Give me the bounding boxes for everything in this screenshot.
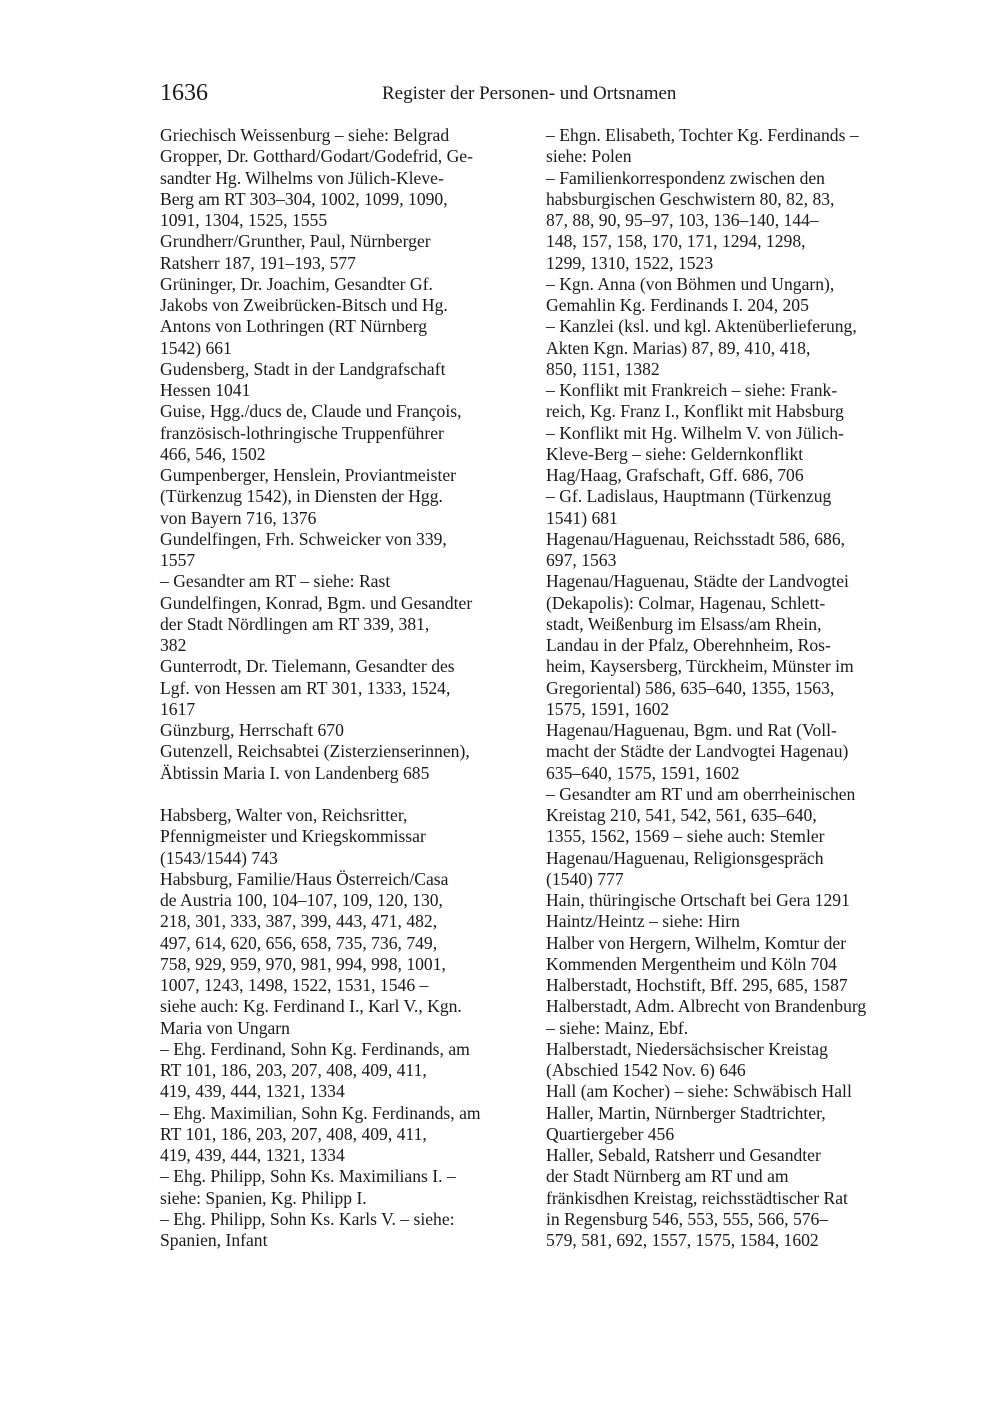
index-column-left	[160, 125, 530, 1251]
index-entry-line: Gudensberg, Stadt in der Landgrafschaft	[160, 358, 446, 379]
index-entry	[546, 529, 918, 572]
index-entry-line: Hall (am Kocher) – siehe: Schwäbisch Hall	[546, 1081, 852, 1102]
index-entry-line: 87, 88, 90, 95–97, 103, 136–140, 144–	[546, 210, 819, 230]
index-entry-line: Haller, Martin, Nürnberger Stadtrichter,	[546, 1102, 826, 1123]
index-entry-line: Gropper, Dr. Gotthard/Godart/Godefrid, Ge-	[160, 146, 473, 167]
index-entry-line: Antons von Lothringen (RT Nürnberg	[160, 316, 428, 337]
index-entry-line: 1091, 1304, 1525, 1555	[160, 210, 328, 230]
index-entry-line: – Familienkorrespondenz zwischen den	[546, 167, 825, 188]
index-entry-line: (Dekapolis): Colmar, Hagenau, Schlett-	[546, 592, 826, 613]
index-entry-line: – Kgn. Anna (von Böhmen und Ungarn),	[546, 273, 835, 294]
index-entry-line: 1541) 681	[546, 507, 618, 528]
index-entry-line: Halberstadt, Niedersächsischer Kreistag	[546, 1038, 828, 1059]
index-entry-line: – Ehg. Maximilian, Sohn Kg. Ferdinands, am	[160, 1102, 481, 1123]
index-entry	[160, 1103, 530, 1167]
index-entry	[546, 784, 918, 848]
index-entry-line: – Ehg. Ferdinand, Sohn Kg. Ferdinands, am	[160, 1038, 470, 1059]
index-entry-line: – Konflikt mit Frankreich – siehe: Frank-	[546, 380, 838, 400]
index-entry-line: Hagenau/Haguenau, Bgm. und Rat (Voll-	[546, 720, 837, 740]
index-entry	[160, 1209, 530, 1252]
index-entry-line: Hag/Haag, Grafschaft, Gff. 686, 706	[546, 465, 804, 485]
index-entry-line: Kommenden Mergentheim und Köln 704	[546, 953, 837, 974]
index-entry	[160, 401, 530, 465]
index-entry-line: Spanien, Infant	[160, 1230, 268, 1250]
index-entry	[160, 125, 530, 146]
index-entry-line: 382	[160, 635, 187, 655]
index-entry	[546, 571, 918, 720]
index-entry	[160, 869, 530, 1039]
index-entry-line: Günzburg, Herrschaft 670	[160, 720, 344, 740]
index-entry-line: Hain, thüringische Ortschaft bei Gera 1291	[546, 890, 850, 910]
index-entry-line: Jakobs von Zweibrücken-Bitsch und Hg.	[160, 295, 448, 315]
index-entry	[546, 380, 918, 423]
index-entry	[160, 720, 530, 741]
index-entry-line: – Gesandter am RT – siehe: Rast	[160, 571, 391, 592]
index-entry-line: 1542) 661	[160, 337, 232, 358]
index-entry-line: Berg am RT 303–304, 1002, 1099, 1090,	[160, 188, 448, 209]
index-entry-line: reich, Kg. Franz I., Konflikt mit Habsburg	[546, 401, 844, 422]
index-entry	[546, 720, 918, 784]
index-entry-line: Gundelfingen, Frh. Schweicker von 339,	[160, 528, 447, 549]
index-entry-line: Gemahlin Kg. Ferdinands I. 204, 205	[546, 295, 809, 315]
index-entry	[546, 848, 918, 891]
index-entry-line: Gunterrodt, Dr. Tielemann, Gesandter des	[160, 656, 455, 677]
index-column-right	[546, 125, 918, 1251]
index-entry-line: 466, 546, 1502	[160, 443, 266, 464]
index-entry-line: – siehe: Mainz, Ebf.	[546, 1017, 689, 1038]
index-entry-line: Halber von Hergern, Wilhelm, Komtur der	[546, 932, 847, 953]
index-entry-line: (Türkenzug 1542), in Diensten der Hgg.	[160, 486, 443, 507]
index-entry-line: – Gf. Ladislaus, Hauptmann (Türkenzug	[546, 486, 832, 507]
index-entry	[546, 423, 918, 466]
index-entry-line: 579, 581, 692, 1557, 1575, 1584, 1602	[546, 1230, 819, 1250]
index-entry-line: 1007, 1243, 1498, 1522, 1531, 1546 –	[160, 975, 429, 995]
index-entry-line: 497, 614, 620, 656, 658, 735, 736, 749,	[160, 932, 438, 953]
index-entry-line: Hessen 1041	[160, 380, 251, 400]
index-entry	[546, 933, 918, 976]
index-entry	[546, 486, 918, 529]
index-entry	[546, 168, 918, 274]
index-entry-line: 697, 1563	[546, 550, 617, 570]
index-entry-line: 148, 157, 158, 170, 171, 1294, 1298,	[546, 231, 806, 252]
index-entry	[546, 1145, 918, 1251]
index-entry	[160, 593, 530, 657]
index-entry-line: französisch-lothringische Truppenführer	[160, 422, 444, 443]
index-entry-line: 1617	[160, 698, 196, 719]
index-entry	[160, 529, 530, 572]
index-entry-line: Habsburg, Familie/Haus Österreich/Casa	[160, 868, 449, 889]
index-entry-line: RT 101, 186, 203, 207, 408, 409, 411,	[160, 1060, 427, 1080]
running-title: Register der Personen- und Ortsnamen	[382, 83, 677, 104]
index-entry	[160, 1166, 530, 1209]
index-entry-line: 1355, 1562, 1569 – siehe auch: Stemler	[546, 826, 825, 847]
index-entry	[160, 1039, 530, 1103]
index-entry-line: Kreistag 210, 541, 542, 561, 635–640,	[546, 805, 817, 825]
index-entry-line: Kleve-Berg – siehe: Geldernkonflikt	[546, 443, 804, 464]
index-entry-line: 218, 301, 333, 387, 399, 443, 471, 482,	[160, 911, 438, 932]
index-entry-line: Äbtissin Maria I. von Landenberg 685	[160, 762, 430, 783]
index-entry-line: 850, 1151, 1382	[546, 358, 660, 379]
index-entry	[160, 571, 530, 592]
index-entry-line: Haller, Sebald, Ratsherr und Gesandter	[546, 1145, 821, 1165]
index-entry-line: Gumpenberger, Henslein, Proviantmeister	[160, 465, 457, 485]
index-entry	[160, 741, 530, 784]
index-entry	[546, 996, 918, 1039]
index-entry-line: Griechisch Weissenburg – siehe: Belgrad	[160, 125, 450, 145]
index-entry-line: Grüninger, Dr. Joachim, Gesandter Gf.	[160, 273, 433, 294]
index-entry-line: fränkisdhen Kreistag, reichsstädtischer Rat	[546, 1187, 848, 1208]
index-entry	[546, 911, 918, 932]
index-entry-line: von Bayern 716, 1376	[160, 507, 317, 528]
index-entry-line: sandter Hg. Wilhelms von Jülich-Kleve-	[160, 167, 444, 188]
index-entry-line: heim, Kaysersberg, Türckheim, Münster im	[546, 656, 854, 677]
index-entry-line: Grundherr/Grunther, Paul, Nürnberger	[160, 231, 431, 252]
index-entry-line: der Stadt Nürnberg am RT und am	[546, 1166, 789, 1187]
index-entry-line: Gutenzell, Reichsabtei (Zisterzienserinnen),	[160, 741, 470, 762]
index-entry	[160, 656, 530, 720]
index-entry-line: RT 101, 186, 203, 207, 408, 409, 411,	[160, 1123, 427, 1144]
index-entry-line: Hagenau/Haguenau, Religionsgespräch	[546, 847, 824, 868]
index-entry-line: stadt, Weißenburg im Elsass/am Rhein,	[546, 613, 822, 634]
index-entry-line: Hagenau/Haguenau, Städte der Landvogtei	[546, 571, 849, 592]
index-entry	[546, 890, 918, 911]
index-entry-line: Hagenau/Haguenau, Reichsstadt 586, 686,	[546, 528, 846, 549]
index-entry	[546, 274, 918, 317]
page-number: 1636	[160, 80, 208, 106]
index-entry-line: 1557	[160, 550, 196, 570]
index-entry-line: 1299, 1310, 1522, 1523	[546, 252, 714, 273]
index-entry-line: de Austria 100, 104–107, 109, 120, 130,	[160, 890, 443, 910]
index-entry	[160, 274, 530, 359]
index-entry-line: – Kanzlei (ksl. und kgl. Aktenüberlieferung,	[546, 316, 857, 337]
index-entry-line: (Abschied 1542 Nov. 6) 646	[546, 1060, 746, 1080]
index-entry-line: Halberstadt, Adm. Albrecht von Brandenburg	[546, 996, 867, 1017]
index-entry-line: Halberstadt, Hochstift, Bff. 295, 685, 1587	[546, 975, 848, 995]
index-entry-line: macht der Städte der Landvogtei Hagenau)	[546, 741, 849, 762]
index-entry-line: – Ehg. Philipp, Sohn Ks. Maximilians I. –	[160, 1166, 456, 1187]
index-entry-line: 419, 439, 444, 1321, 1334	[160, 1081, 345, 1102]
index-entry-line: Gregoriental) 586, 635–640, 1355, 1563,	[546, 677, 835, 698]
index-entry-line: Lgf. von Hessen am RT 301, 1333, 1524,	[160, 677, 451, 698]
index-entry	[160, 231, 530, 274]
index-entry-line: 635–640, 1575, 1591, 1602	[546, 762, 740, 783]
index-entry-line: Guise, Hgg./ducs de, Claude und François,	[160, 401, 462, 422]
index-entry-line: Quartiergeber 456	[546, 1123, 675, 1144]
index-entry	[546, 1039, 918, 1082]
index-entry-line: – Ehgn. Elisabeth, Tochter Kg. Ferdinands –	[546, 125, 859, 145]
index-entry-line: 758, 929, 959, 970, 981, 994, 998, 1001,	[160, 953, 446, 974]
index-entry-line: Maria von Ungarn	[160, 1017, 290, 1038]
index-entry	[546, 125, 918, 168]
index-entry	[160, 465, 530, 529]
index-entry-line: Pfennigmeister und Kriegskommissar	[160, 826, 426, 847]
index-entry-line: siehe: Polen	[546, 146, 632, 167]
index-entry-line: Habsberg, Walter von, Reichsritter,	[160, 805, 408, 825]
index-entry-line: (1540) 777	[546, 868, 624, 889]
index-entry-line: – Gesandter am RT und am oberrheinischen	[546, 783, 856, 804]
index-entry	[546, 975, 918, 996]
index-entry-line: siehe: Spanien, Kg. Philipp I.	[160, 1187, 367, 1208]
index-entry	[546, 465, 918, 486]
index-entry	[160, 359, 530, 402]
index-entry-line: – Ehg. Philipp, Sohn Ks. Karls V. – siehe:	[160, 1208, 455, 1229]
index-entry-line: Landau in der Pfalz, Oberehnheim, Ros-	[546, 635, 831, 655]
index-entry	[546, 1081, 918, 1102]
index-entry-line: – Konflikt mit Hg. Wilhelm V. von Jülich-	[546, 422, 844, 443]
index-entry	[546, 1103, 918, 1146]
index-entry-line: 419, 439, 444, 1321, 1334	[160, 1145, 345, 1165]
index-entry-line: in Regensburg 546, 553, 555, 566, 576–	[546, 1208, 829, 1229]
index-entry-line: Ratsherr 187, 191–193, 577	[160, 252, 356, 273]
index-entry-line: der Stadt Nördlingen am RT 339, 381,	[160, 613, 430, 634]
index-entry-line: Gundelfingen, Konrad, Bgm. und Gesandter	[160, 592, 473, 613]
index-entry-line: habsburgischen Geschwistern 80, 82, 83,	[546, 188, 835, 209]
index-entry	[546, 316, 918, 380]
index-entry	[160, 146, 530, 231]
index-entry-line: 1575, 1591, 1602	[546, 698, 670, 719]
index-entry-line: siehe auch: Kg. Ferdinand I., Karl V., Kgn.	[160, 996, 462, 1017]
index-entry-line: Akten Kgn. Marias) 87, 89, 410, 418,	[546, 337, 811, 358]
letter-section-gap	[160, 784, 530, 805]
index-entry	[160, 805, 530, 869]
index-entry-line: (1543/1544) 743	[160, 847, 278, 868]
index-entry-line: Haintz/Heintz – siehe: Hirn	[546, 911, 740, 932]
